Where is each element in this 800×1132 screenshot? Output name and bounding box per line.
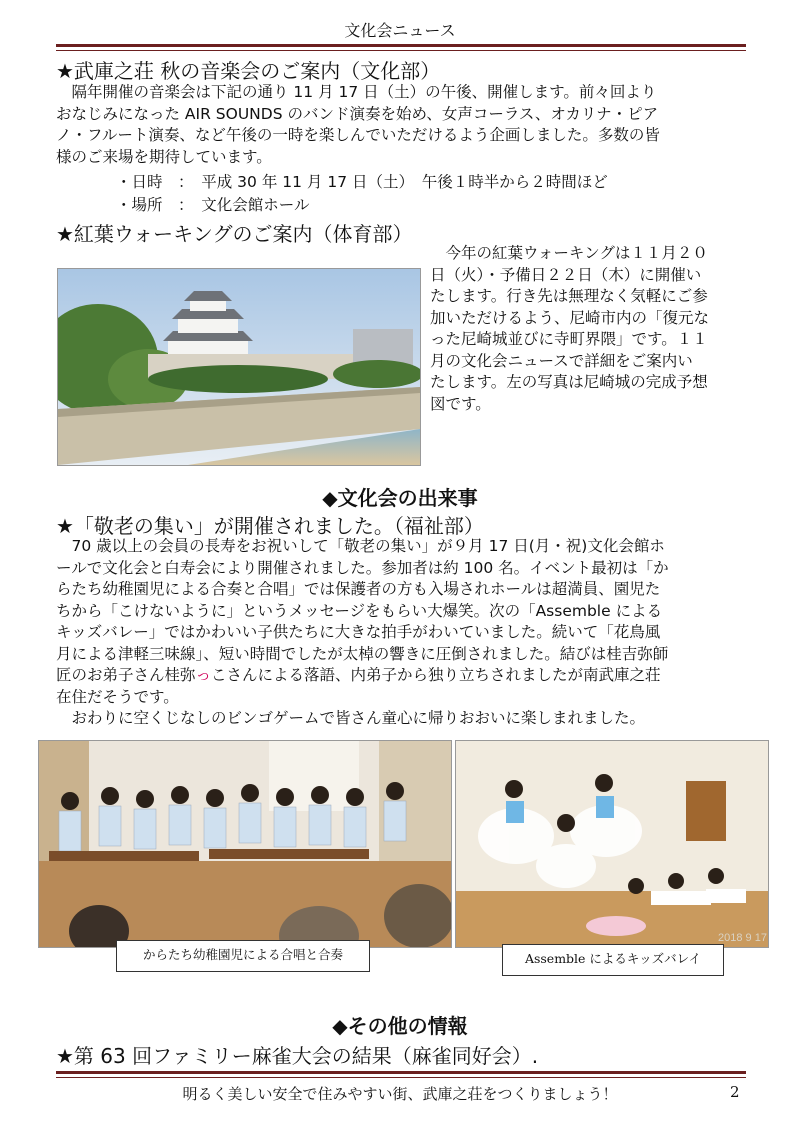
- events-heading: ◆文化会の出来事: [322, 486, 478, 510]
- keiro-heading: ★「敬老の集い」が開催されました。（福祉部）: [56, 514, 484, 538]
- concert-place: ・場所 ： 文化会館ホール: [116, 196, 310, 214]
- footer-slogan: 明るく美しい安全で住みやすい街、武庫之荘をつくりましょう！: [182, 1085, 618, 1103]
- walking-line: 加いただけるよう、尼崎市内の「復元な: [430, 308, 710, 327]
- walking-line: 月の文化会ニュースで詳細をご案内い: [430, 351, 693, 370]
- walking-line: たします。左の写真は尼崎城の完成予想: [430, 373, 708, 391]
- newsletter-title: 文化会ニュース: [344, 21, 456, 40]
- keiro-line: 在住だそうです。: [56, 687, 179, 706]
- walking-line: 日（火）・予備日２２日（木）に開催い: [430, 265, 702, 284]
- kindergarten-photo: [38, 740, 452, 948]
- footer-rule: [56, 1071, 746, 1074]
- mahjong-item: ★第 63 回ファミリー麻雀大会の結果（麻雀同好会）.: [56, 1044, 539, 1068]
- walking-heading: ★紅葉ウォーキングのご案内（体育部）: [56, 222, 413, 246]
- header-rule: [56, 44, 746, 47]
- concert-paragraph: [56, 82, 756, 168]
- walking-line: 図です。: [430, 394, 491, 413]
- keiro-line: 月による津軽三味線」、短い時間でしたが太棹の響きに圧倒されました。結びは桂吉弥師: [56, 644, 669, 663]
- concert-heading: ★武庫之荘 秋の音楽会のご案内（文化部）: [56, 59, 441, 83]
- kindergarten-caption: からたち幼稚園児による合唱と合奏: [116, 940, 370, 972]
- photo-date-stamp: 2018 9 17: [718, 932, 767, 944]
- keiro-line: らたち幼稚園児による合奏と合唱」では保護者の方も入場されホールは超満員、園児た: [56, 580, 661, 598]
- keiro-line-7: 匠のお弟子さん桂弥っこさんによる落語、内弟子から独り立ちされましたが南武庫之荘: [56, 666, 661, 684]
- concert-line: ノ・フルート演奏、など午後の一時を楽しんでいただけるよう企画しました。多数の皆: [56, 126, 660, 144]
- castle-illustration: [58, 269, 420, 465]
- concert-line: 隔年開催の音楽会は下記の通り 11 月 17 日（土）の午後、開催します。前々回より: [56, 83, 657, 101]
- walking-paragraph: [430, 243, 760, 415]
- ballet-illustration: [456, 741, 768, 947]
- keiro-paragraph: [56, 536, 756, 730]
- castle-photo: [57, 268, 421, 466]
- keiro-line: ールで文化会と白寿会により開催されました。参加者は約 100 名。イベント最初は「か: [56, 558, 669, 577]
- page-number: 2: [730, 1083, 740, 1101]
- keiro-line: キッズバレー」ではかわいい子供たちに大きな拍手がわいていました。続いて「花鳥風: [56, 623, 661, 641]
- concert-date: ・日時 ： 平成 30 年 11 月 17 日（土） 午後１時半から２時間ほど: [116, 173, 608, 191]
- ballet-caption: Assemble によるキッズバレイ: [502, 944, 724, 976]
- footer-rule-thin: [56, 1077, 746, 1078]
- ballet-photo: [455, 740, 769, 948]
- keiro-line: 70 歳以上の会員の長寿をお祝いして「敬老の集い」が９月 17 日(月・祝)文化会館ホ: [56, 537, 665, 555]
- walking-line: 今年の紅葉ウォーキングは１１月２０: [430, 244, 708, 262]
- header-rule-thin: [56, 50, 746, 51]
- concert-line: おなじみになった AIR SOUNDS のバンド演奏を始め、女声コーラス、オカリナ・ピア: [56, 104, 659, 123]
- walking-line: った尼崎城並びに寺町界隈」です。１１: [430, 330, 708, 348]
- walking-line: たします。行き先は無理なく気軽にご参: [430, 287, 708, 305]
- keiro-line: おわりに空くじなしのビンゴゲームで皆さん童心に帰りおおいに楽しまれました。: [56, 709, 646, 727]
- other-info-heading: ◆その他の情報: [332, 1014, 468, 1038]
- kindergarten-illustration: [39, 741, 451, 947]
- keiro-line: ちから「こけないように」というメッセージをもらい大爆笑。次の「Assemble による: [56, 601, 663, 620]
- concert-line: 様のご来場を期待しています。: [56, 147, 272, 166]
